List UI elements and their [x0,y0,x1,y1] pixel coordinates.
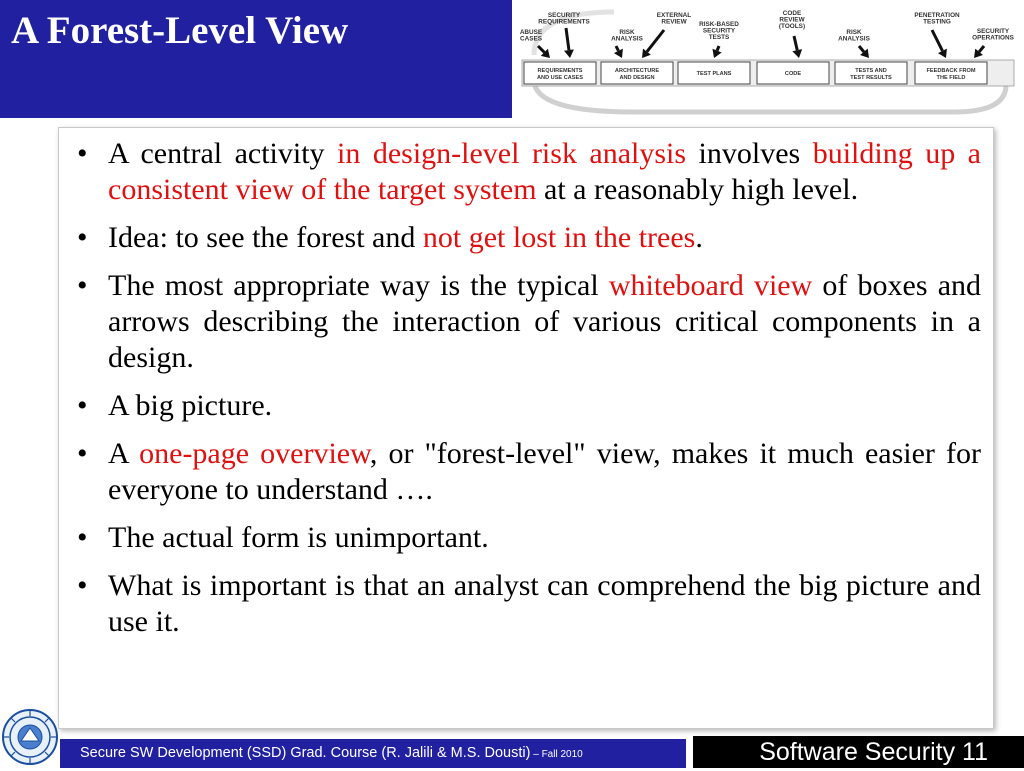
bullet-text: What is important is that an analyst can comprehend the big picture and use it. [108,569,981,638]
bullet-marker: • [77,221,88,254]
bullet-text: involves [686,137,813,170]
bullet-text: , or "forest-level" view, makes it much easier for everyone to understand …. [108,437,982,506]
bullet-marker: • [77,137,88,170]
touchpoint-label: CODE [782,10,802,17]
touchpoint-label: SECURITY [547,12,581,19]
phase-box-label: CODE [784,71,802,77]
touchpoints-diagram-svg [514,0,1024,118]
touchpoint-label: RISK [846,29,862,36]
touchpoint-label: RISK [619,29,635,36]
phase-box-label: ARCHITECTURE [614,68,660,74]
touchpoint-label: REVIEW [779,16,805,24]
touchpoint-label: EXTERNAL [656,12,692,19]
slide-title: A Forest-Level View [11,9,349,52]
touchpoint-arrow [859,46,864,52]
course-text: Secure SW Development (SSD) Grad. Course (R. Jalili & M.S. Dousti [80,745,526,761]
touchpoint-arrow [538,46,544,52]
touchpoint-label: ABUSE [519,29,543,36]
touchpoint-label: ANALYSIS [838,35,870,43]
bullet-marker: • [77,389,88,422]
title-banner [0,0,512,118]
touchpoint-arrowhead [792,49,802,58]
bullet-list [77,136,981,652]
touchpoint-label: SECURITY [976,28,1010,35]
touchpoint-arrow [932,30,942,51]
touchpoint-arrow [616,46,618,51]
bullet-item [77,568,981,640]
touchpoint-arrow [794,36,797,50]
touchpoint-arrow [647,30,664,52]
touchpoint-label: REVIEW [661,18,687,26]
bullet-item [77,220,981,256]
highlighted-text: in design-level risk analysis [337,137,687,170]
bullet-item [77,436,981,508]
bullet-text: A big picture. [108,389,273,422]
touchpoint-label: REQUIREMENTS [538,18,590,26]
touchpoint-arrow [566,28,569,50]
touchpoint-arrowhead [564,49,574,58]
content-panel [58,127,994,729]
bullet-item [77,268,981,376]
touchpoint-label: PENETRATION [914,12,960,19]
touchpoint-arrow [717,46,719,51]
bullet-text: at a reasonably high level. [536,173,859,206]
highlighted-text: not get lost in the trees [422,221,696,254]
bullet-text: The most appropriate way is the typical [108,269,609,302]
bullet-item [77,388,981,424]
touchpoint-arrow [979,46,984,52]
phase-box-label: TESTS AND [855,68,887,74]
phase-box-label: AND DESIGN [619,75,655,81]
phase-box-label: REQUIREMENTS [537,68,583,74]
course-term: – Fall 2010 [530,749,583,760]
touchpoint-label: TESTING [923,18,951,26]
touchpoint-label: (TOOLS) [778,23,806,30]
touchpoint-label: CASES [519,35,543,43]
touchpoint-label: OPERATIONS [972,34,1014,42]
phase-box-label: TEST PLANS [696,71,732,77]
phase-box-label: TEST RESULTS [850,75,892,81]
bullet-marker: • [77,269,88,302]
bullet-text: of boxes and arrows describing the interaction of various critical components in a design. [108,269,982,374]
bullet-marker: • [77,437,88,470]
phase-box-label: AND USE CASES [536,75,584,81]
touchpoint-label: RISK-BASED [699,21,739,28]
highlighted-text: one-page overview [139,437,370,470]
bullet-text: The actual form is unimportant. [108,521,489,554]
bullet-text: Idea: to see the forest and [108,221,423,254]
touchpoint-label: TESTS [708,34,730,41]
course-paren: ) [525,745,531,761]
bullet-text: A [108,437,140,470]
highlighted-text: whiteboard view [608,269,813,302]
bullet-text: A central activity [108,137,338,170]
touchpoint-label: SECURITY [702,27,736,35]
touchpoints-diagram [514,0,1024,118]
touchpoint-label: ANALYSIS [611,35,643,43]
bullet-item [77,520,981,556]
university-seal-icon [1,708,59,766]
bullet-item [77,136,981,208]
highlighted-text: building up a consistent view of the target system [108,137,981,206]
bullet-marker: • [77,521,88,554]
slide-number-label: Software Security 11 [693,736,1024,768]
phase-box-label: FEEDBACK FROM [926,68,976,74]
course-footer [60,739,686,768]
bullet-text: . [695,221,703,254]
phase-box-label: THE FIELD [936,75,966,81]
bullet-marker: • [77,569,88,602]
